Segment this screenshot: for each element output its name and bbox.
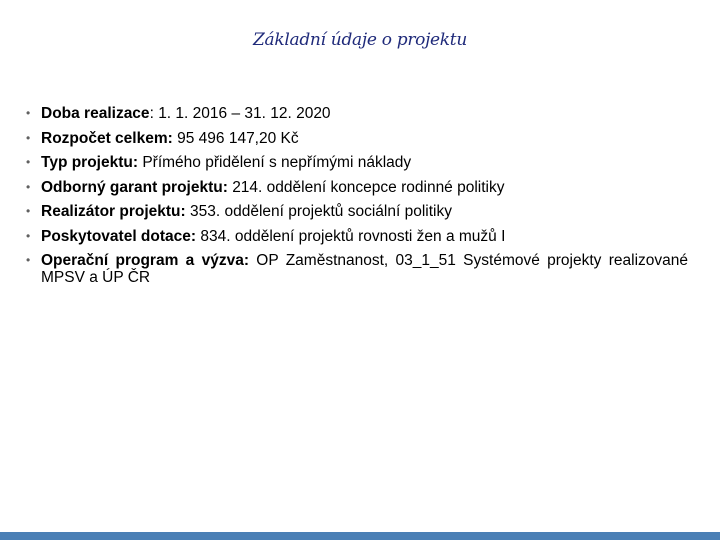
bullet-icon: • [26, 228, 31, 243]
bullet-value: 95 496 147,20 Kč [177, 129, 299, 147]
slide-title: Základní údaje o projektu [253, 30, 467, 50]
bullet-list [26, 105, 688, 294]
bullet-label: Rozpočet celkem: [41, 129, 173, 147]
bullet-item-realizator [26, 203, 688, 220]
bullet-icon: • [26, 130, 31, 145]
bullet-label: Realizátor projektu: [41, 203, 186, 220]
footer-bar [0, 532, 720, 540]
bullet-value: Přímého přidělení s nepřímými náklady [142, 154, 412, 171]
bullet-icon: • [26, 204, 31, 218]
bullet-item-poskytovatel [26, 228, 688, 245]
bullet-item-typ-projektu [26, 154, 688, 171]
bullet-item-rozpocet [26, 130, 688, 147]
bullet-icon: • [26, 106, 31, 120]
bullet-value: 1. 1. 2016 – 31. 12. 2020 [158, 105, 331, 122]
bullet-icon: • [26, 155, 31, 169]
bullet-icon: • [26, 179, 31, 194]
bullet-label: Doba realizace [41, 105, 150, 122]
bullet-item-doba-realizace [26, 105, 688, 122]
bullet-label: Odborný garant projektu: [41, 178, 228, 196]
bullet-item-operacni-program [26, 252, 688, 286]
bullet-separator: : [149, 105, 159, 122]
bullet-label: Operační program a výzva: [41, 252, 249, 269]
bullet-icon: • [26, 253, 31, 267]
bullet-label: Typ projektu: [41, 154, 139, 171]
bullet-value: OP Zaměstnanost, 03_1_51 Systémové projekty realizované MPSV a ÚP ČR [41, 252, 688, 286]
bullet-value: 214. oddělení koncepce rodinné politiky [232, 178, 505, 196]
bullet-value: 353. oddělení projektů sociální politiky [190, 203, 452, 220]
bullet-item-odborny-garant [26, 179, 688, 196]
bullet-value: 834. oddělení projektů rovnosti žen a mužů I [200, 227, 506, 245]
bullet-label: Poskytovatel dotace: [41, 227, 197, 245]
